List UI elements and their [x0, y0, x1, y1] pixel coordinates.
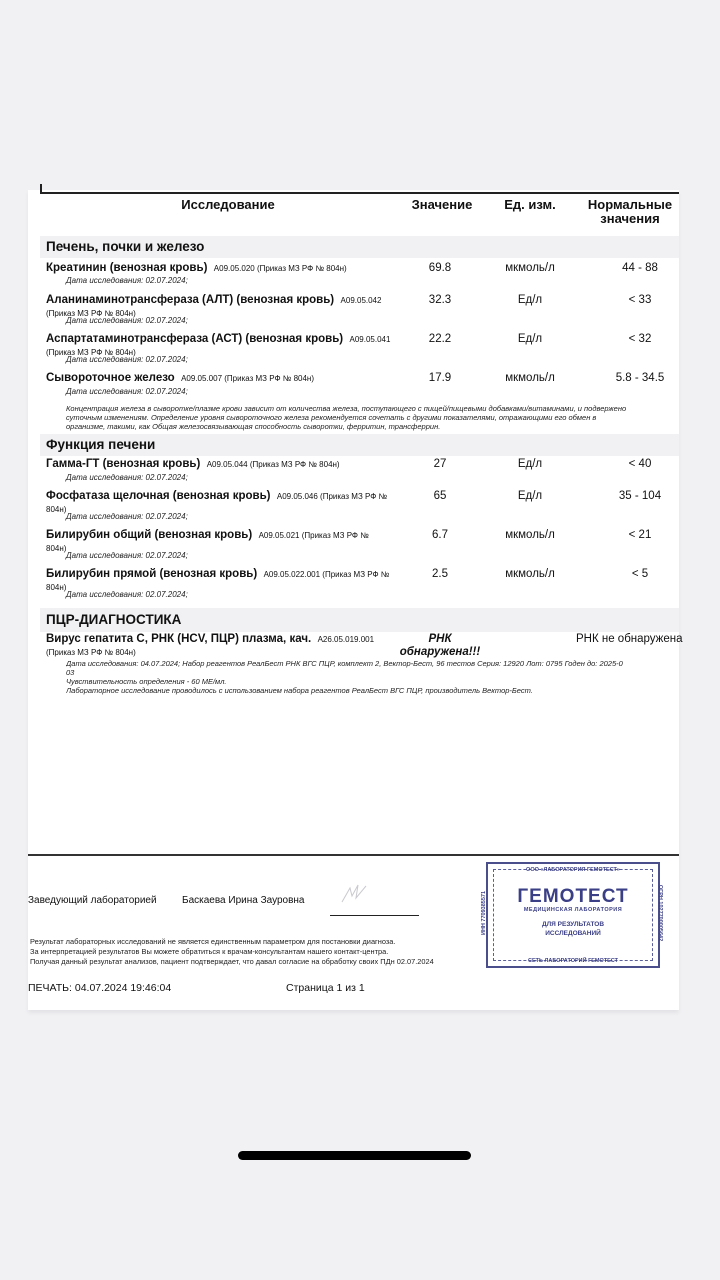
pcr-result-line2: обнаружена!!! — [399, 646, 481, 658]
pcr-details-line: Лабораторное исследование проводилось с использованием набора реагентов РеалБест ВГС ПЦР, производитель Вектор-Бест. — [66, 686, 533, 695]
test-normal: < 40 — [628, 458, 652, 470]
header-normal — [578, 198, 682, 226]
test-value: 6.7 — [432, 529, 448, 541]
test-code: A09.05.022.001 (Приказ МЗ РФ № — [263, 570, 390, 579]
test-value: 65 — [433, 490, 447, 502]
test-date: Дата исследования: 02.07.2024; — [66, 387, 188, 396]
test-value: 32.3 — [428, 294, 452, 306]
test-name: Фосфатаза щелочная (венозная кровь) — [46, 490, 271, 502]
test-value: 27 — [433, 458, 447, 470]
header-value: Значение — [411, 197, 473, 212]
stamp-ogrn: ОГРН 1027700005642 — [656, 884, 663, 942]
test-normal: < 33 — [628, 294, 652, 306]
disclaimer — [30, 937, 434, 967]
test-normal: < 21 — [628, 529, 652, 541]
test-code: A26.05.019.001 — [317, 635, 375, 644]
home-indicator[interactable] — [238, 1151, 471, 1160]
test-normal: 35 - 104 — [618, 490, 662, 502]
test-code-order: (Приказ МЗ РФ № 804н) — [46, 348, 136, 357]
section-liver-kidney-iron: Печень, почки и железо — [40, 236, 679, 258]
stamp-brand: ГЕМОТЕСТ — [517, 886, 629, 907]
test-date: Дата исследования: 02.07.2024; — [66, 355, 188, 364]
footer-divider — [28, 854, 679, 856]
test-code: A09.05.020 (Приказ МЗ РФ № 804н) — [213, 264, 347, 273]
test-date: Дата исследования: 02.07.2024; — [66, 512, 188, 521]
signature-scribble-icon — [340, 882, 370, 904]
test-code: A09.05.007 (Приказ МЗ РФ № 804н) — [181, 374, 315, 383]
test-unit: мкмоль/л — [505, 529, 555, 541]
signer-name: Баскаева Ирина Зауровна — [182, 895, 305, 906]
lab-report-page — [28, 190, 683, 1010]
test-name: Аланинаминотрансфераза (АЛТ) (венозная кровь) — [46, 294, 335, 306]
stamp-inn: ИНН 7709385571 — [481, 890, 488, 936]
header-divider — [40, 192, 679, 195]
test-name: Вирус гепатита С, РНК (HCV, ПЦР) плазма, кач. — [46, 633, 312, 645]
header-study: Исследование — [181, 197, 275, 212]
test-code: A09.05.044 (Приказ МЗ РФ № 804н) — [206, 460, 340, 469]
signature-line — [330, 915, 419, 916]
disclaimer-line: Получая данный результат анализов, пациент подтверждает, что давал согласие на обработку своих ПДн 02.07.2024 — [30, 957, 434, 966]
test-value: 2.5 — [432, 568, 448, 580]
iron-note-line: Концентрация железа в сыворотке/плазме крови зависит от количества железа, поступающего с пищей/пищевыми добавками/витаминами, и подвержено — [66, 404, 627, 413]
test-unit: мкмоль/л — [505, 568, 555, 580]
test-code-order: (Приказ МЗ РФ № 804н) — [46, 648, 136, 657]
pcr-details — [66, 659, 696, 695]
test-name: Креатинин (венозная кровь) — [46, 262, 208, 274]
test-name: Билирубин общий (венозная кровь) — [46, 529, 253, 541]
iron-note-line: организме, такими, как Общая железосвязывающая способность сыворотки, ферритин, трансферрин. — [66, 422, 441, 431]
disclaimer-line: За интерпретацией результатов Вы можете обратиться к врачам-консультантам нашего контакт-центра. — [30, 947, 389, 956]
stamp-inner-border — [493, 869, 653, 961]
pcr-details-line: Дата исследования: 04.07.2024; Набор реагентов РеалБест РНК ВГС ПЦР, комплект 2, Вектор-Бест, 96 тестов Серия: 12920 Лот: 0795 Годен до: 2025-0 — [66, 659, 623, 668]
iron-note — [66, 404, 696, 431]
header-normal-line1: Нормальные — [587, 197, 673, 212]
test-unit: Ед/л — [517, 294, 543, 306]
test-name: Сывороточное железо — [46, 372, 175, 384]
test-unit: мкмоль/л — [505, 262, 555, 274]
stamp-bottom-text: СЕТЬ ЛАБОРАТОРИЙ ГЕМОТЕСТ — [528, 958, 618, 964]
test-code-order: 804н) — [46, 583, 67, 592]
test-code: A09.05.046 (Приказ МЗ РФ № — [276, 492, 388, 501]
test-code-order: (Приказ МЗ РФ № 804н) — [46, 309, 136, 318]
pcr-details-line: Чувствительность определения - 60 МЕ/мл. — [66, 677, 227, 686]
test-normal: < 5 — [631, 568, 649, 580]
lab-stamp — [481, 862, 663, 968]
test-normal: < 32 — [628, 333, 652, 345]
test-value: 17.9 — [428, 372, 452, 384]
stamp-results — [488, 920, 658, 938]
iron-note-line: суточным изменениям. Определение уровня сывороточного железа рекомендуется сочетать с другими показателями, отражающими его обмен в — [66, 413, 597, 422]
signer-role: Заведующий лабораторией — [28, 895, 157, 906]
print-timestamp: ПЕЧАТЬ: 04.07.2024 19:46:04 — [28, 982, 172, 994]
page-number: Страница 1 из 1 — [286, 982, 365, 994]
test-code: A09.05.021 (Приказ МЗ РФ № — [258, 531, 369, 540]
test-name: Гамма-ГТ (венозная кровь) — [46, 458, 201, 470]
stamp-top-text: ООО «ЛАБОРАТОРИЯ ГЕМОТЕСТ» — [526, 867, 620, 873]
test-code-order: 804н) — [46, 544, 67, 553]
test-normal: 44 - 88 — [622, 262, 658, 274]
test-date: Дата исследования: 02.07.2024; — [66, 551, 188, 560]
test-date: Дата исследования: 02.07.2024; — [66, 276, 188, 285]
test-code: A09.05.041 — [349, 335, 391, 344]
pcr-result-line1: РНК — [428, 633, 452, 645]
test-unit: Ед/л — [517, 333, 543, 345]
test-value: 69.8 — [428, 262, 452, 274]
test-date: Дата исследования: 02.07.2024; — [66, 473, 188, 482]
test-value: 22.2 — [428, 333, 452, 345]
test-unit: Ед/л — [517, 458, 543, 470]
test-code: A09.05.042 — [340, 296, 382, 305]
test-unit: Ед/л — [517, 490, 543, 502]
section-liver-function: Функция печени — [40, 434, 679, 456]
test-name: Билирубин прямой (венозная кровь) — [46, 568, 258, 580]
test-unit: мкмоль/л — [505, 372, 555, 384]
test-normal: 5.8 - 34.5 — [615, 372, 665, 384]
pcr-details-line: 03 — [66, 668, 75, 677]
test-code-order: 804н) — [46, 505, 67, 514]
stamp-subtitle: МЕДИЦИНСКАЯ ЛАБОРАТОРИЯ — [523, 907, 623, 913]
test-name: Аспартатаминотрансфераза (АСТ) (венозная кровь) — [46, 333, 344, 345]
stamp-results-line2: ИССЛЕДОВАНИЙ — [545, 930, 601, 937]
header-normal-line2: значения — [600, 211, 660, 226]
test-date: Дата исследования: 02.07.2024; — [66, 316, 188, 325]
test-normal: РНК не обнаружена — [576, 633, 683, 645]
section-pcr: ПЦР-ДИАГНОСТИКА — [40, 608, 679, 632]
test-date: Дата исследования: 02.07.2024; — [66, 590, 188, 599]
disclaimer-line: Результат лабораторных исследований не является единственным параметром для постановки диагноза. — [30, 937, 396, 946]
pcr-result-value — [390, 633, 490, 659]
stamp-results-line1: ДЛЯ РЕЗУЛЬТАТОВ — [541, 921, 605, 928]
header-unit: Ед. изм. — [504, 197, 556, 212]
